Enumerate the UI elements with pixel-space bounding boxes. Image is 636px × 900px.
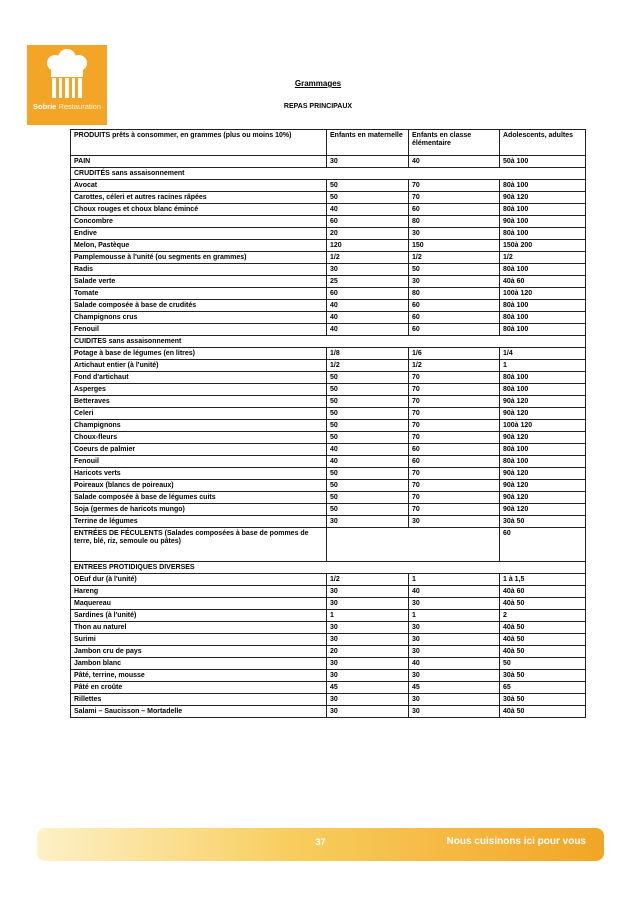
table-cell: Asperges xyxy=(71,384,327,396)
table-cell: 60 xyxy=(409,204,500,216)
table-cell: 1/2 xyxy=(327,574,409,586)
table-cell: Fond d'artichaut xyxy=(71,372,327,384)
table-cell: 150 xyxy=(409,240,500,252)
table-row xyxy=(71,312,586,324)
table-cell: 50 xyxy=(327,504,409,516)
table-row xyxy=(71,432,586,444)
table-cell: 30 xyxy=(409,516,500,528)
table-cell: 70 xyxy=(409,468,500,480)
section-label: CRUDITÉS sans assaisonnement xyxy=(71,168,586,180)
table-cell: 50 xyxy=(327,432,409,444)
table-cell: Tomate xyxy=(71,288,327,300)
brand-name: Sobrie Restauration xyxy=(33,102,101,111)
table-cell: 40 xyxy=(327,204,409,216)
table-cell: 80à 100 xyxy=(500,312,586,324)
table-row xyxy=(71,574,586,586)
table-row xyxy=(71,706,586,718)
table-row xyxy=(71,408,586,420)
table-cell: 80à 100 xyxy=(500,180,586,192)
table-row xyxy=(71,384,586,396)
table-row xyxy=(71,456,586,468)
table-row xyxy=(71,360,586,372)
table-cell: 30 xyxy=(327,598,409,610)
table-cell: 50 xyxy=(327,372,409,384)
table-cell: 30 xyxy=(327,264,409,276)
table-cell: 30 xyxy=(327,670,409,682)
table-cell: 40 xyxy=(409,586,500,598)
table-cell: Fenouil xyxy=(71,456,327,468)
table-header-row xyxy=(71,130,586,156)
table-cell: Celeri xyxy=(71,408,327,420)
table-cell: 40 xyxy=(327,312,409,324)
table-cell: 90à 120 xyxy=(500,192,586,204)
table-row xyxy=(71,670,586,682)
table-cell: Pâté, terrine, mousse xyxy=(71,670,327,682)
table-row xyxy=(71,694,586,706)
table-row xyxy=(71,420,586,432)
table-row xyxy=(71,300,586,312)
table-cell: 1 xyxy=(409,574,500,586)
table-cell: 50 xyxy=(327,180,409,192)
table-cell: 50 xyxy=(327,492,409,504)
table-cell: 30 xyxy=(327,622,409,634)
table-cell: 80à 100 xyxy=(500,324,586,336)
table-cell: 30 xyxy=(409,694,500,706)
table-row xyxy=(71,516,586,528)
table-cell: 30 xyxy=(409,646,500,658)
table-cell: Choux rouges et choux blanc émincé xyxy=(71,204,327,216)
table-cell: 90à 120 xyxy=(500,396,586,408)
table-cell: 30 xyxy=(327,634,409,646)
table-row xyxy=(71,156,586,168)
table-cell: 30 xyxy=(409,634,500,646)
table-cell: 30 xyxy=(409,276,500,288)
table-cell: 30 xyxy=(409,706,500,718)
table-cell: 80à 100 xyxy=(500,384,586,396)
table-cell: Terrine de légumes xyxy=(71,516,327,528)
table-cell xyxy=(327,528,500,562)
table-cell: 1/6 xyxy=(409,348,500,360)
table-cell: 40à 50 xyxy=(500,634,586,646)
table-cell: 30 xyxy=(409,228,500,240)
section-row xyxy=(71,168,586,180)
table-cell: 90à 120 xyxy=(500,492,586,504)
table-cell: 40 xyxy=(409,658,500,670)
table-cell: Coeurs de palmier xyxy=(71,444,327,456)
table-cell: 150à 200 xyxy=(500,240,586,252)
table-cell: Salade composée à base de légumes cuits xyxy=(71,492,327,504)
table-cell: 80à 100 xyxy=(500,264,586,276)
table-cell: Fenouil xyxy=(71,324,327,336)
table-cell: 90à 120 xyxy=(500,432,586,444)
table-row xyxy=(71,348,586,360)
table-cell: 1/2 xyxy=(327,360,409,372)
table-cell: Artichaut entier (à l'unité) xyxy=(71,360,327,372)
table-cell: 70 xyxy=(409,408,500,420)
table-cell: Maquereau xyxy=(71,598,327,610)
page-title: Grammages xyxy=(294,79,342,88)
table-row xyxy=(71,288,586,300)
table-cell: 45 xyxy=(409,682,500,694)
table-row xyxy=(71,646,586,658)
table-cell: 1 xyxy=(500,360,586,372)
column-header: PRODUITS prêts à consommer, en grammes (plus ou moins 10%) xyxy=(71,130,327,156)
table-cell: Avocat xyxy=(71,180,327,192)
table-cell: 50à 100 xyxy=(500,156,586,168)
page-footer xyxy=(37,828,604,861)
table-cell: 80 xyxy=(409,216,500,228)
table-cell: 60 xyxy=(409,444,500,456)
table-row xyxy=(71,216,586,228)
table-cell: 30à 50 xyxy=(500,694,586,706)
table-row xyxy=(71,598,586,610)
table-cell: 50 xyxy=(500,658,586,670)
table-row xyxy=(71,586,586,598)
table-cell: Soja (germes de haricots mungo) xyxy=(71,504,327,516)
table-cell: 40à 50 xyxy=(500,646,586,658)
table-row xyxy=(71,180,586,192)
table-cell: 40 xyxy=(327,444,409,456)
table-cell: 40à 50 xyxy=(500,622,586,634)
table-cell: Pâté en croûte xyxy=(71,682,327,694)
table-cell: 30 xyxy=(327,516,409,528)
table-cell: 60 xyxy=(327,216,409,228)
table-row xyxy=(71,528,586,562)
table-cell: 1/2 xyxy=(409,252,500,264)
section-label: ENTREES PROTIDIQUES DIVERSES xyxy=(71,562,586,574)
page-subtitle: REPAS PRINCIPAUX xyxy=(283,103,353,110)
table-cell: 80à 100 xyxy=(500,372,586,384)
table-cell: 40à 60 xyxy=(500,276,586,288)
table-row xyxy=(71,324,586,336)
table-cell: 90à 100 xyxy=(500,216,586,228)
page-number: 37 xyxy=(315,837,326,847)
table-cell: 70 xyxy=(409,180,500,192)
table-cell: 60 xyxy=(409,300,500,312)
table-row xyxy=(71,610,586,622)
table-row xyxy=(71,444,586,456)
table-row xyxy=(71,658,586,670)
table-cell: 1 xyxy=(327,610,409,622)
table-cell: 90à 120 xyxy=(500,504,586,516)
table-cell: 90à 120 xyxy=(500,468,586,480)
table-cell: Pamplemousse à l'unité (ou segments en grammes) xyxy=(71,252,327,264)
table-cell: 50 xyxy=(327,420,409,432)
table-row xyxy=(71,480,586,492)
table-cell: 70 xyxy=(409,396,500,408)
table-row xyxy=(71,622,586,634)
section-row xyxy=(71,562,586,574)
table-cell: 100à 120 xyxy=(500,288,586,300)
table-cell: 30 xyxy=(327,586,409,598)
table-cell: Salade composée à base de crudités xyxy=(71,300,327,312)
table-cell: 70 xyxy=(409,492,500,504)
table-cell: 80à 100 xyxy=(500,300,586,312)
column-header: Adolescents, adultes xyxy=(500,130,586,156)
section-row xyxy=(71,336,586,348)
table-cell: ENTRÉES DE FÉCULENTS (Salades composées à base de pommes de terre, blé, riz, semoule ou pâtes) xyxy=(71,528,327,562)
table-row xyxy=(71,634,586,646)
table-cell: 70 xyxy=(409,384,500,396)
table-cell: 30à 50 xyxy=(500,516,586,528)
table-cell: 100à 120 xyxy=(500,420,586,432)
table-row xyxy=(71,396,586,408)
table-cell: OEuf dur (à l'unité) xyxy=(71,574,327,586)
table-cell: Salade verte xyxy=(71,276,327,288)
table-cell: 1/4 xyxy=(500,348,586,360)
table-row xyxy=(71,204,586,216)
table-cell: 40 xyxy=(327,300,409,312)
table-cell: Jambon cru de pays xyxy=(71,646,327,658)
table-cell: Potage à base de légumes (en litres) xyxy=(71,348,327,360)
table-cell: Melon, Pastèque xyxy=(71,240,327,252)
table-cell: Betteraves xyxy=(71,396,327,408)
table-cell: 30 xyxy=(409,622,500,634)
table-cell: 90à 120 xyxy=(500,408,586,420)
table-cell: Rillettes xyxy=(71,694,327,706)
table-row xyxy=(71,192,586,204)
table-cell: Jambon blanc xyxy=(71,658,327,670)
table-row xyxy=(71,228,586,240)
table-cell: Surimi xyxy=(71,634,327,646)
footer-tagline: Nous cuisinons ici pour vous xyxy=(446,836,586,847)
table-cell: 1/2 xyxy=(500,252,586,264)
table-cell: 45 xyxy=(327,682,409,694)
table-cell: 30 xyxy=(327,706,409,718)
table-cell: 80à 100 xyxy=(500,204,586,216)
table-row xyxy=(71,468,586,480)
table-cell: 70 xyxy=(409,432,500,444)
table-cell: 70 xyxy=(409,192,500,204)
table-cell: 60 xyxy=(409,312,500,324)
chef-hat-cutlery-icon xyxy=(27,45,107,105)
table-cell: Radis xyxy=(71,264,327,276)
table-cell: 80à 100 xyxy=(500,228,586,240)
table-cell: 50 xyxy=(327,396,409,408)
table-cell: 65 xyxy=(500,682,586,694)
table-cell: 70 xyxy=(409,420,500,432)
table-cell: Sardines (à l'unité) xyxy=(71,610,327,622)
table-cell: PAIN xyxy=(71,156,327,168)
table-row xyxy=(71,252,586,264)
table-cell: 30 xyxy=(409,598,500,610)
table-cell: 20 xyxy=(327,228,409,240)
table-cell: Carottes, céleri et autres racines râpées xyxy=(71,192,327,204)
table-cell: Choux-fleurs xyxy=(71,432,327,444)
table-cell: Champignons crus xyxy=(71,312,327,324)
table-cell: 50 xyxy=(327,384,409,396)
section-label: CUIDITES sans assaisonnement xyxy=(71,336,586,348)
table-row xyxy=(71,492,586,504)
table-cell: 50 xyxy=(327,192,409,204)
table-cell: Champignons xyxy=(71,420,327,432)
table-cell: 30 xyxy=(327,694,409,706)
table-cell: 40 xyxy=(409,156,500,168)
grammages-table xyxy=(70,129,586,718)
table-cell: 90à 120 xyxy=(500,480,586,492)
table-cell: 60 xyxy=(409,324,500,336)
table-cell: 80à 100 xyxy=(500,456,586,468)
table-cell: Thon au naturel xyxy=(71,622,327,634)
table-cell: Concombre xyxy=(71,216,327,228)
table-cell: 80 xyxy=(409,288,500,300)
table-cell: 50 xyxy=(327,408,409,420)
table-cell: 2 xyxy=(500,610,586,622)
table-cell: 60 xyxy=(327,288,409,300)
table-cell: Endive xyxy=(71,228,327,240)
table-cell: 30 xyxy=(327,156,409,168)
table-cell: 30 xyxy=(409,670,500,682)
table-cell: 1/8 xyxy=(327,348,409,360)
table-row xyxy=(71,682,586,694)
column-header: Enfants en maternelle xyxy=(327,130,409,156)
table-cell: Hareng xyxy=(71,586,327,598)
table-cell: 40à 50 xyxy=(500,598,586,610)
table-cell: 70 xyxy=(409,372,500,384)
table-cell: 40à 60 xyxy=(500,586,586,598)
table-cell: Haricots verts xyxy=(71,468,327,480)
table-cell: 40 xyxy=(327,456,409,468)
table-cell: Salami – Saucisson – Mortadelle xyxy=(71,706,327,718)
table-cell: 60 xyxy=(500,528,586,562)
column-header: Enfants en classe élémentaire xyxy=(409,130,500,156)
table-cell: 1/2 xyxy=(409,360,500,372)
table-cell: 40à 50 xyxy=(500,706,586,718)
table-cell: 1/2 xyxy=(327,252,409,264)
table-cell: 25 xyxy=(327,276,409,288)
table-row xyxy=(71,264,586,276)
table-cell: 60 xyxy=(409,456,500,468)
table-cell: 1 xyxy=(409,610,500,622)
table-cell: 30 xyxy=(327,658,409,670)
table-row xyxy=(71,240,586,252)
table-cell: Poireaux (blancs de poireaux) xyxy=(71,480,327,492)
table-cell: 120 xyxy=(327,240,409,252)
table-cell: 50 xyxy=(327,480,409,492)
table-cell: 40 xyxy=(327,324,409,336)
table-cell: 50 xyxy=(409,264,500,276)
table-cell: 70 xyxy=(409,480,500,492)
table-cell: 50 xyxy=(327,468,409,480)
table-row xyxy=(71,372,586,384)
table-cell: 1 à 1,5 xyxy=(500,574,586,586)
table-cell: 80à 100 xyxy=(500,444,586,456)
table-cell: 70 xyxy=(409,504,500,516)
table-cell: 30à 50 xyxy=(500,670,586,682)
table-row xyxy=(71,504,586,516)
table-row xyxy=(71,276,586,288)
table-cell: 20 xyxy=(327,646,409,658)
